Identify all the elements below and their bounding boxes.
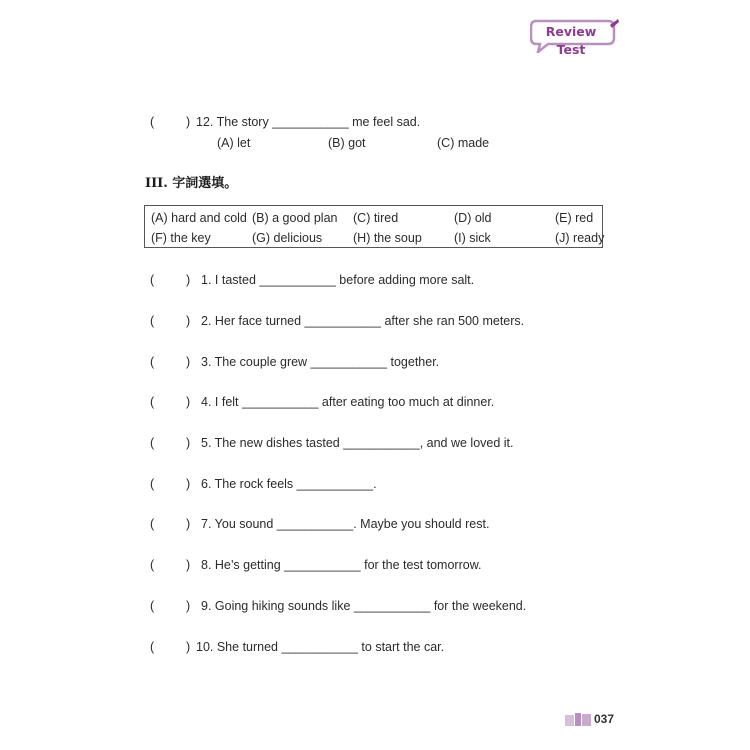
word-bank-item: (H) the soup	[353, 231, 422, 245]
question-text: 5. The new dishes tasted ___________, and we loved it.	[201, 436, 514, 450]
option-b: (B) got	[328, 136, 366, 150]
answer-paren-left: (	[150, 355, 155, 369]
section-title: III. 字詞選填。	[145, 176, 238, 191]
answer-paren-right: )	[186, 477, 191, 491]
word-bank-item: (G) delicious	[252, 231, 323, 245]
option-c: (C) made	[437, 136, 490, 150]
question-text: 9. Going hiking sounds like ___________ for the weekend.	[201, 599, 527, 613]
page-number: 037	[594, 712, 615, 726]
word-bank-item: (E) red	[555, 211, 594, 225]
answer-paren-right: )	[186, 314, 191, 328]
question-text: 3. The couple grew ___________ together.	[201, 355, 440, 369]
question-text: 7. You sound ___________. Maybe you should rest.	[201, 517, 490, 531]
answer-paren-left: (	[150, 558, 155, 572]
answer-paren-right: )	[186, 436, 191, 450]
answer-paren-left: (	[150, 395, 155, 409]
answer-paren-right: )	[186, 395, 191, 409]
review-test-badge	[530, 19, 620, 57]
answer-paren-right: )	[186, 517, 191, 531]
word-bank	[144, 205, 603, 248]
answer-paren-right: )	[186, 273, 191, 287]
question-text: 6. The rock feels ___________.	[201, 477, 377, 491]
word-bank-item: (B) a good plan	[252, 211, 338, 225]
question-text: 1. I tasted ___________ before adding more salt.	[201, 273, 475, 287]
option-a: (A) let	[217, 136, 251, 150]
question-text: 8. He’s getting ___________ for the test tomorrow.	[201, 558, 482, 572]
book-icon	[565, 713, 591, 726]
answer-paren-left: (	[150, 273, 155, 287]
answer-paren-right: )	[186, 599, 191, 613]
answer-paren-right: )	[186, 640, 191, 654]
word-bank-item: (F) the key	[151, 231, 211, 245]
answer-paren-left: (	[150, 314, 155, 328]
answer-paren-left: (	[150, 599, 155, 613]
answer-paren-left: (	[150, 640, 155, 654]
question-text: 2. Her face turned ___________ after she ran 500 meters.	[201, 314, 525, 328]
word-bank-item: (I) sick	[454, 231, 491, 245]
word-bank-item: (A) hard and cold	[151, 211, 247, 225]
answer-paren-left: (	[150, 436, 155, 450]
answer-paren-left: (	[150, 477, 155, 491]
answer-paren-right: )	[186, 115, 191, 129]
answer-paren-right: )	[186, 355, 191, 369]
answer-paren-left: (	[150, 115, 155, 129]
question-text: 12. The story ___________ me feel sad.	[196, 115, 421, 129]
question-text: 4. I felt ___________ after eating too much at dinner.	[201, 395, 495, 409]
word-bank-item: (C) tired	[353, 211, 399, 225]
word-bank-item: (J) ready	[555, 231, 605, 245]
review-test-label: Review Test	[545, 24, 597, 57]
answer-paren-left: (	[150, 517, 155, 531]
word-bank-item: (D) old	[454, 211, 492, 225]
question-text: 10. She turned ___________ to start the car.	[196, 640, 445, 654]
answer-paren-right: )	[186, 558, 191, 572]
